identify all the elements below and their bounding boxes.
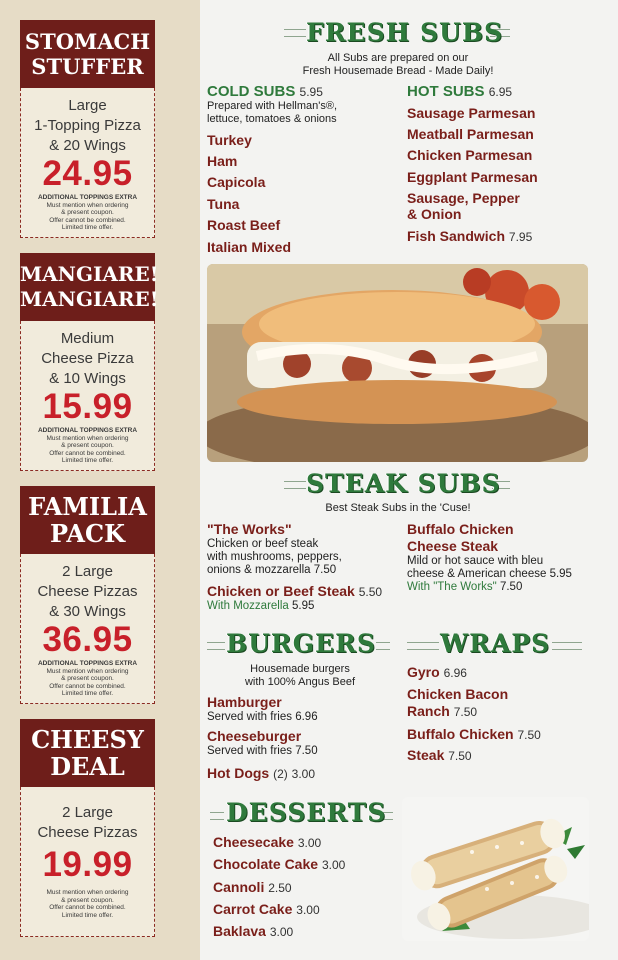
menu-main: FRESH SUBS All Subs are prepared on our Fresh Housemade Bread - Made Daily! COLD SUBS 5.95 Prepared with Hellman's®, lettuce, tomatoes & onions Turkey Ham Capicola Tuna Roast Beef Italian Mixed HOT SUBS 6.95 Sausage Parmesan Meatball Parmesan Chicken Parmesan Eggplant Parmesan Sausage, Pepper & Onion Fish Sandwich 7.95 STEAK SUBS Best Steak Subs in the 'Cuse! "The Works" Chicken or beef steak with mushrooms, peppers, onions & mozzarella 7.50 Chicken or Beef Steak 5.50 With Mozzarella 5.95 Buffalo Chicken Cheese Steak Mild or hot sauce with bleu cheese & American cheese 5.95 With "The Works" 7.50 BURGERS Housemade burgers with 100% Angus Beef Hamburger Served with fries 6.96 Cheeseburger Served with fries 7.50 Hot Dogs (2) 3.00 WRAPS Gyro 6.96 Chicken Bacon Ranch 7.50 Buffalo Chicken 7.50 Steak 7.50 DESSERTS Cheesecake 3.00 Chocolate Cake 3.00 Cannoli 2.50 Carrot Cake 3.00 Baklava 3.00 xyxy=(200,0,618,960)
menu-item: Sausage Parmesan xyxy=(407,105,536,121)
menu-item-desc: Mild or hot sauce with bleu cheese & American cheese 5.95 With "The Works" 7.50 xyxy=(407,555,572,593)
hot-subs-heading: HOT SUBS 6.95 xyxy=(407,83,513,100)
coupon-title: STOMACH STUFFER xyxy=(20,20,155,88)
menu-item: Eggplant Parmesan xyxy=(407,169,538,185)
menu-item-cheesecake: Cheesecake 3.00 xyxy=(213,834,322,850)
sub-sandwich-photo xyxy=(207,264,588,462)
coupon-familia-pack xyxy=(20,486,155,704)
coupon-body: Large 1-Topping Pizza & 20 Wings 24.95 ADDITIONAL TOPPINGS EXTRA Must mention when ordering & present coupon. Offer cannot be combined. Limited time offer. xyxy=(20,88,155,238)
coupon-body: 2 Large Cheese Pizzas 19.99 Must mention when ordering & present coupon. Offer cannot be combined. Limited time offer. xyxy=(20,787,155,937)
coupon-price: 24.95 xyxy=(42,154,133,193)
menu-item: Fish Sandwich 7.95 xyxy=(407,228,533,244)
menu-item-cheeseburger: Cheeseburger xyxy=(207,728,302,744)
coupon-price: 36.95 xyxy=(42,620,133,659)
coupon-stomach-stuffer xyxy=(20,20,155,238)
menu-item: Capicola xyxy=(207,174,266,190)
menu-item-the-works: "The Works" xyxy=(207,521,292,537)
menu-item-chicken-beef-steak: Chicken or Beef Steak 5.50 xyxy=(207,583,383,599)
menu-item-carrot-cake: Carrot Cake 3.00 xyxy=(213,901,320,917)
menu-item-steak-wrap: Steak 7.50 xyxy=(407,747,472,763)
menu-item: Chicken Parmesan xyxy=(407,147,533,163)
menu-item: Roast Beef xyxy=(207,217,281,233)
menu-item: & Onion xyxy=(407,206,462,222)
coupon-fine-print: ADDITIONAL TOPPINGS EXTRA Must mention when ordering & present coupon. Offer cannot be combined. Limited time offer. xyxy=(37,427,138,465)
steak-subs-note: Best Steak Subs in the 'Cuse! xyxy=(325,502,471,514)
desserts-title: DESSERTS xyxy=(226,798,387,827)
menu-item: Turkey xyxy=(207,132,252,148)
coupon-mangiare xyxy=(20,253,159,471)
coupon-price: 19.99 xyxy=(42,845,133,884)
menu-item: Tuna xyxy=(207,196,240,212)
cold-subs-heading: COLD SUBS 5.95 xyxy=(207,83,323,100)
coupon-title: MANGIARE! MANGIARE! xyxy=(20,253,155,321)
fresh-subs-title: FRESH SUBS xyxy=(306,18,503,47)
coupon-fine-print: ADDITIONAL TOPPINGS EXTRA Must mention when ordering & present coupon. Offer cannot be combined. Limited time offer. xyxy=(37,660,138,698)
coupon-column xyxy=(0,0,200,960)
burgers-note: Housemade burgers with 100% Angus Beef xyxy=(244,663,356,688)
coupon-price: 15.99 xyxy=(42,387,133,426)
coupon-fine-print: ADDITIONAL TOPPINGS EXTRA Must mention when ordering & present coupon. Offer cannot be combined. Limited time offer. xyxy=(37,194,138,232)
coupon-cheesy-deal xyxy=(20,719,155,937)
menu-item-buffalo-cheese-steak: Buffalo Chicken Cheese Steak xyxy=(407,521,514,554)
menu-item-desc: Chicken or beef steak with mushrooms, peppers, onions & mozzarella 7.50 xyxy=(207,538,342,576)
menu-item: Ham xyxy=(207,153,238,169)
menu-item-hot-dogs: Hot Dogs (2) 3.00 xyxy=(207,765,316,781)
menu-item-chocolate-cake: Chocolate Cake 3.00 xyxy=(213,856,346,872)
menu-item-gyro: Gyro 6.96 xyxy=(407,664,467,680)
coupon-body: Medium Cheese Pizza & 10 Wings 15.99 ADDITIONAL TOPPINGS EXTRA Must mention when ordering & present coupon. Offer cannot be combined. Limited time offer. xyxy=(20,321,155,471)
coupon-title: CHEESY DEAL xyxy=(20,719,155,787)
menu-item-cannoli: Cannoli 2.50 xyxy=(213,879,292,895)
menu-item: Meatball Parmesan xyxy=(407,126,534,142)
wraps-title: WRAPS xyxy=(440,629,551,658)
menu-item: Sausage, Pepper xyxy=(407,190,520,206)
fresh-subs-note: All Subs are prepared on our Fresh Housemade Bread - Made Daily! xyxy=(302,52,494,77)
menu-item: Italian Mixed xyxy=(207,239,292,255)
steak-subs-title: STEAK SUBS xyxy=(306,469,501,498)
cold-subs-desc: Prepared with Hellman's®, lettuce, tomatoes & onions xyxy=(207,100,338,125)
menu-item-buffalo-chicken-wrap: Buffalo Chicken 7.50 xyxy=(407,726,541,742)
coupon-fine-print: Must mention when ordering & present coupon. Offer cannot be combined. Limited time offer. xyxy=(46,889,129,919)
cannoli-photo xyxy=(402,797,589,941)
menu-item-chicken-bacon-ranch: Chicken Bacon Ranch 7.50 xyxy=(407,686,509,719)
burgers-title: BURGERS xyxy=(226,629,376,658)
coupon-title: FAMILIA PACK xyxy=(20,486,155,554)
menu-item-hamburger: Hamburger xyxy=(207,694,282,710)
menu-item-baklava: Baklava 3.00 xyxy=(213,923,294,939)
coupon-body: 2 Large Cheese Pizzas & 30 Wings 36.95 ADDITIONAL TOPPINGS EXTRA Must mention when ordering & present coupon. Offer cannot be combined. Limited time offer. xyxy=(20,554,155,704)
